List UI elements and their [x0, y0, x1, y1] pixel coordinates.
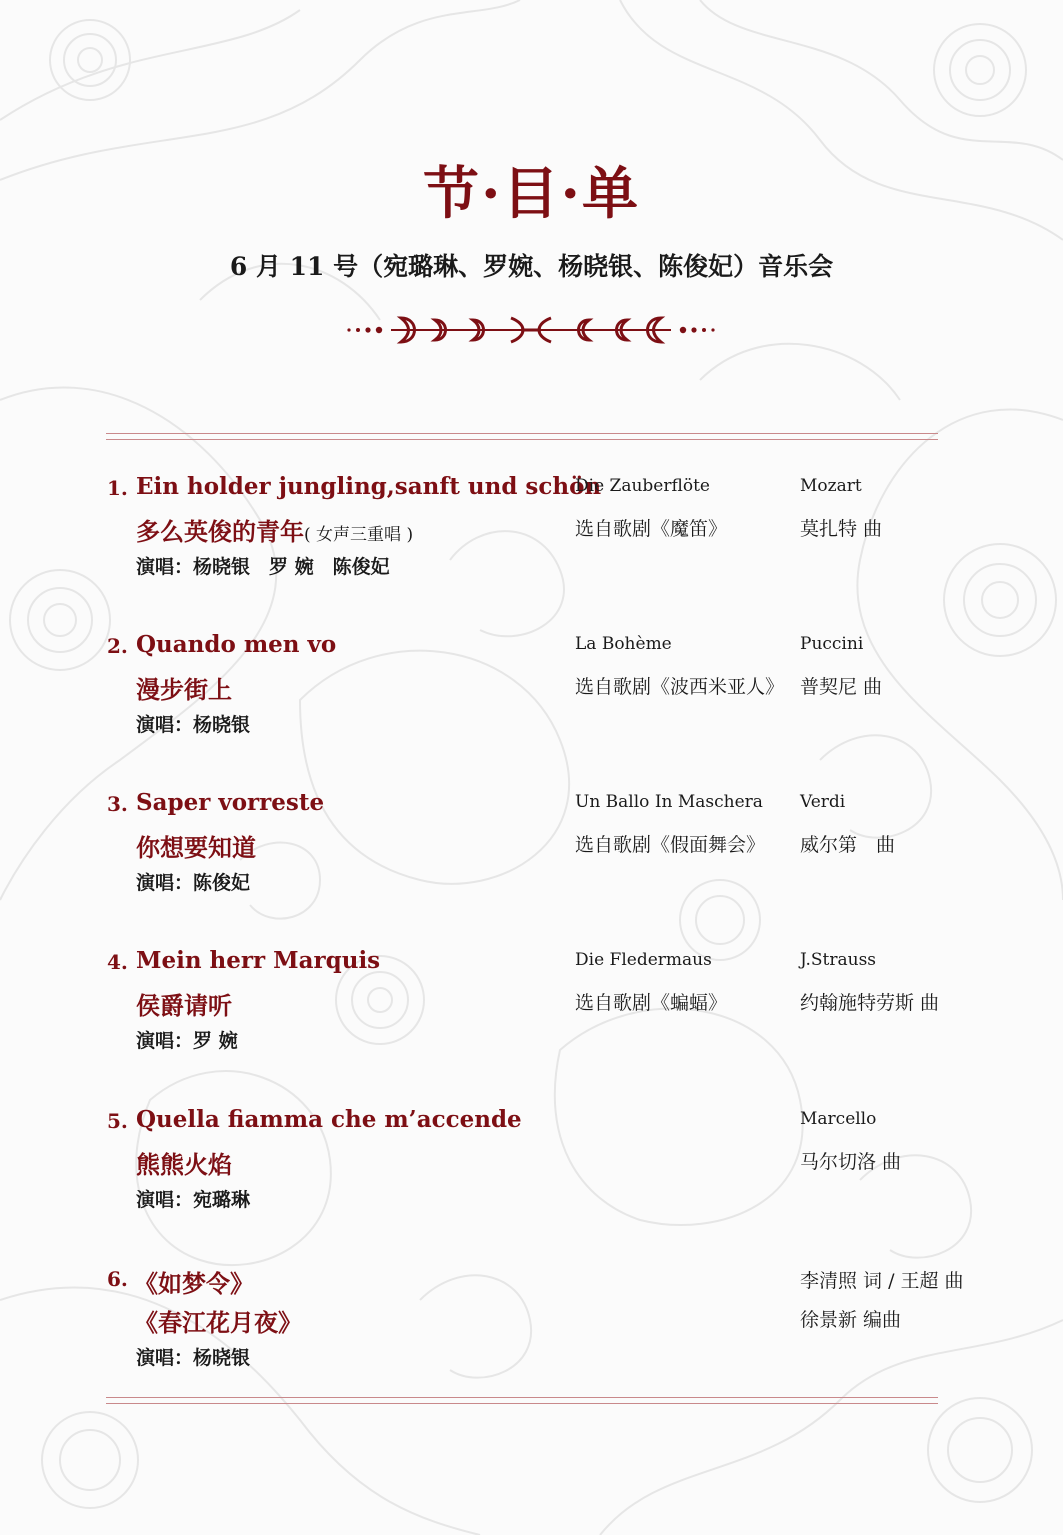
item-title-cn [136, 512, 413, 547]
item-composer-cn: 普契尼 曲 [800, 676, 883, 698]
top-divider-rule [106, 433, 938, 440]
item-composer-cn: 莫扎特 曲 [800, 518, 883, 540]
item-opera-cn: 选自歌剧《蝙蝠》 [575, 992, 728, 1014]
item-composer-cn: 约翰施特劳斯 曲 [800, 992, 940, 1014]
item-title-cn: 熊熊火焰 [136, 1150, 232, 1179]
item-singers: 演唱：宛璐琳 [136, 1189, 251, 1211]
program-item-6 [0, 1267, 1063, 1397]
program-item-4 [0, 947, 1063, 1080]
item-title-cn: 侯爵请听 [136, 991, 232, 1020]
item-composer-en: Verdi [800, 792, 846, 812]
item-opera-en: Die Zauberflöte [575, 476, 710, 496]
program-item-5 [0, 1106, 1063, 1239]
page-title: 节·目·单 [423, 161, 640, 227]
item-opera-en: Un Ballo In Maschera [575, 792, 763, 812]
item-number: 4. [107, 950, 128, 974]
bottom-divider-rule [106, 1397, 938, 1404]
item-title-en: Saper vorreste [136, 789, 325, 816]
item-composer-cn-2: 徐景新 编曲 [800, 1309, 902, 1331]
item-number: 1. [107, 476, 128, 500]
concert-subtitle: 6 月 11 号（宛璐琳、罗婉、杨晓银、陈俊妃）音乐会 [229, 252, 834, 281]
item-number: 6. [107, 1267, 128, 1291]
item-opera-cn: 选自歌剧《魔笛》 [575, 518, 728, 540]
item-title-en: Quando men vo [136, 631, 337, 658]
item-number: 2. [107, 634, 128, 658]
item-composer-cn: 威尔第 曲 [800, 834, 896, 856]
item-composer-en: Puccini [800, 634, 864, 654]
item-composer-cn: 马尔切洛 曲 [800, 1151, 902, 1173]
item-title-cn-text: 多么英俊的青年 [136, 517, 304, 546]
item-composer-en: Mozart [800, 476, 862, 496]
item-title-en: Mein herr Marquis [136, 947, 381, 974]
item-title-cn-2: 《春江花月夜》 [134, 1308, 302, 1337]
item-composer-en: J.Strauss [800, 950, 877, 970]
program-item-2 [0, 631, 1063, 764]
item-title-cn: 漫步街上 [136, 675, 232, 704]
item-singers: 演唱：陈俊妃 [136, 872, 251, 894]
item-singers: 演唱：杨晓银 [136, 1347, 251, 1369]
item-opera-cn: 选自歌剧《假面舞会》 [575, 834, 766, 856]
item-composer-en: Marcello [800, 1109, 877, 1129]
item-title-en: Ein holder jungling,sanft und schön [136, 473, 602, 500]
item-singers: 演唱：杨晓银 罗 婉 陈俊妃 [136, 556, 390, 578]
item-title-en: Quella fiamma che m’accende [136, 1106, 522, 1133]
decorative-divider-icon [341, 310, 721, 350]
item-opera-cn: 选自歌剧《波西米亚人》 [575, 676, 785, 698]
item-number: 5. [107, 1109, 128, 1133]
program-item-1 [0, 473, 1063, 606]
program-item-3 [0, 789, 1063, 922]
item-opera-en: La Bohème [575, 634, 672, 654]
item-title-cn-1: 《如梦令》 [134, 1269, 254, 1298]
item-singers: 演唱：罗 婉 [136, 1030, 238, 1052]
item-number: 3. [107, 792, 128, 816]
item-singers: 演唱：杨晓银 [136, 714, 251, 736]
item-composer-cn-1: 李清照 词 / 王超 曲 [800, 1270, 964, 1292]
item-title-cn: 你想要知道 [136, 833, 256, 862]
item-opera-en: Die Fledermaus [575, 950, 712, 970]
item-title-cn-note: ( 女声三重唱 ) [304, 525, 414, 545]
